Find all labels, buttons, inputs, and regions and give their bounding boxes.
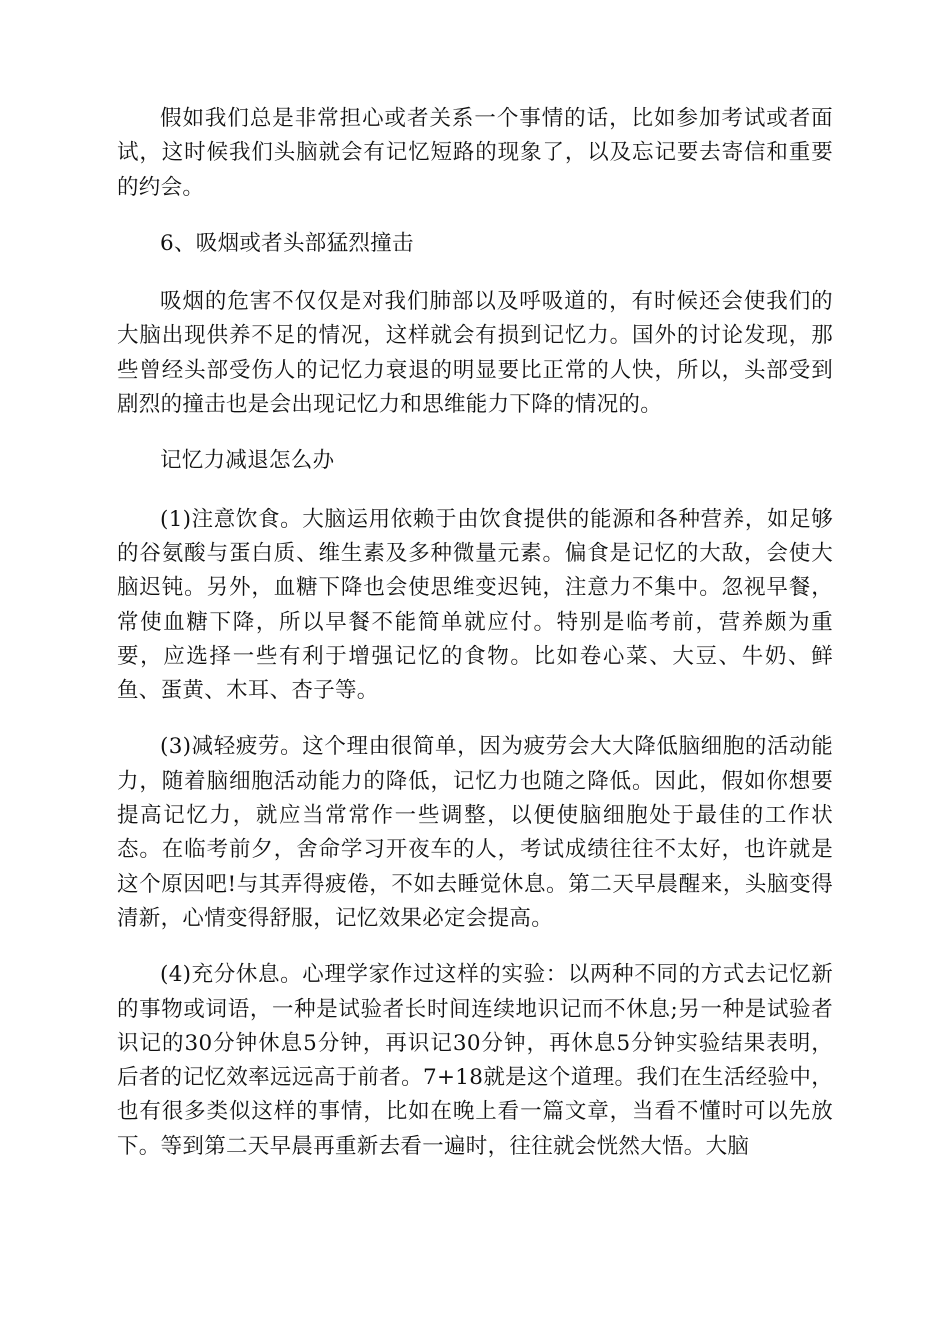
paragraph-rest: (4)充分休息。心理学家作过这样的实验：以两种不同的方式去记忆新的事物或词语，一种是试验者长时间连续地识记而不休息;另一种是试验者识记的30分钟休息5分钟，再识记30分钟，再休息5分钟实验结果表明，后者的记忆效率远远高于前者。7+18就是这个道理。我们在生活经验中，也有很多类似这样的事情，比如在晚上看一篇文章，当看不懂时可以先放下。等到第二天早晨再重新去看一遍时，往往就会恍然大悟。大脑 — [117, 962, 833, 1159]
section-heading-smoking: 6、吸烟或者头部猛烈撞击 — [160, 230, 414, 256]
paragraph-diet: (1)注意饮食。大脑运用依赖于由饮食提供的能源和各种营养，如足够的谷氨酸与蛋白质、维生素及多种微量元素。偏食是记忆的大敌，会使大脑迟钝。另外，血糖下降也会使思维变迟钝，注意力不集中。忽视早餐，常使血糖下降，所以早餐不能简单就应付。特别是临考前，营养颇为重要，应选择一些有利于增强记忆的食物。比如卷心菜、大豆、牛奶、鲜鱼、蛋黄、木耳、杏子等。 — [117, 506, 833, 704]
paragraph-anxiety: 假如我们总是非常担心或者关系一个事情的话，比如参加考试或者面试，这时候我们头脑就会有记忆短路的现象了，以及忘记要去寄信和重要的约会。 — [117, 106, 833, 200]
section-heading-solutions: 记忆力减退怎么办 — [160, 448, 335, 474]
paragraph-fatigue: (3)减轻疲劳。这个理由很简单，因为疲劳会大大降低脑细胞的活动能力，随着脑细胞活动能力的降低，记忆力也随之降低。因此，假如你想要提高记忆力，就应当常常作一些调整，以便使脑细胞处于最佳的工作状态。在临考前夕，舍命学习开夜车的人，考试成绩往往不太好，也许就是这个原因吧!与其弄得疲倦，不如去睡觉休息。第二天早晨醒来，头脑变得清新，心情变得舒服，记忆效果必定会提高。 — [117, 734, 833, 931]
document-page — [117, 102, 833, 1186]
paragraph-smoking: 吸烟的危害不仅仅是对我们肺部以及呼吸道的，有时候还会使我们的大脑出现供养不足的情况，这样就会有损到记忆力。国外的讨论发现，那些曾经头部受伤人的记忆力衰退的明显要比正常的人快，所以，头部受到剧烈的撞击也是会出现记忆力和思维能力下降的情况的。 — [117, 289, 833, 418]
